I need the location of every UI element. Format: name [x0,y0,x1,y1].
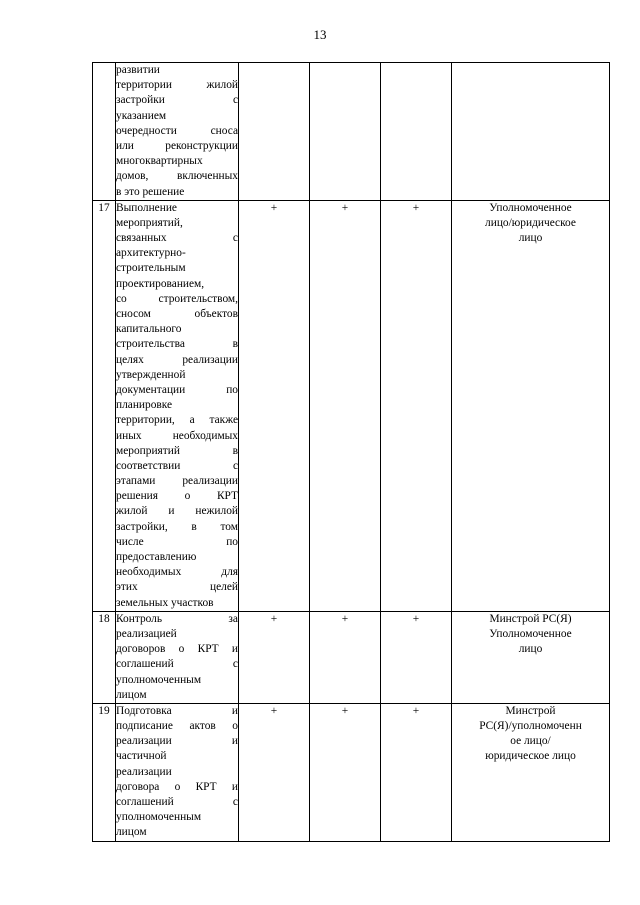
activity-description-cell [116,63,239,201]
activity-description-cell [116,200,239,611]
description-line: договоров о КРТ и [116,643,238,656]
description-line: капитального [116,323,182,336]
description-line: необходимых для [116,566,238,579]
activity-description-cell [116,703,239,841]
description-line: территории жилой [116,79,238,92]
stage-mark-cell-1: + [239,611,310,703]
responsible-line: юридическое лицо [485,750,576,763]
description-line: реализацией [116,627,177,640]
description-line: сносом объектов [116,308,238,320]
description-line: этапами реализации [116,475,238,488]
description-line: архитектурно- [116,247,186,260]
description-line: подписание актов о [116,720,238,733]
row-number-cell: 18 [93,611,116,703]
description-line: многоквартирных [116,155,203,168]
table-row [93,611,610,703]
description-line: развитии [116,64,160,76]
description-line: этих целей [116,581,238,594]
description-line: уполномоченным [116,811,202,824]
description-line: связанных с [116,232,238,245]
description-line: лицом [116,826,147,839]
description-line: застройки, в том [116,520,238,533]
description-line: строительства в [116,338,238,351]
stage-mark-cell-3 [381,63,452,201]
description-line: в это решение [116,185,185,198]
description-line: Подготовка и [116,704,238,717]
description-line: указанием [116,109,167,122]
responsible-line: лицо/юридическое [485,216,576,229]
description-line: Контроль за [116,612,238,625]
stage-mark-cell-1: + [239,200,310,611]
table-row [93,200,610,611]
row-number-cell: 17 [93,200,116,611]
stage-mark-cell-2: + [310,703,381,841]
description-line: реализации [116,765,172,778]
stage-mark-cell-3: + [381,200,452,611]
page-number: 13 [313,27,327,42]
stage-mark-cell-3: + [381,703,452,841]
responsible-line: Уполномоченное [489,201,572,214]
description-line: соглашений с [116,658,238,671]
description-line: уполномоченным [116,673,202,686]
description-line: лицом [116,688,147,701]
responsible-party-cell [452,200,610,611]
description-line: территории, а также [116,414,238,427]
stage-mark-cell-1 [239,63,310,201]
responsible-line: Минстрой РС(Я) [489,612,572,625]
description-line: утвержденной [116,368,186,381]
description-line: мероприятий в [116,444,238,457]
responsible-party-cell [452,611,610,703]
description-line: или реконструкции [116,139,238,152]
responsible-line: ое лицо/ [510,735,551,748]
description-line: проектированием, [116,277,205,290]
responsible-party-cell [452,703,610,841]
description-line: решения о КРТ [116,490,238,503]
description-line: жилой и нежилой [116,505,238,518]
description-line: числе по [116,535,238,548]
description-line: реализации и [116,735,238,748]
description-line: мероприятий, [116,216,183,229]
table-row [93,63,610,201]
description-line: застройки с [116,94,238,107]
responsible-line: Уполномоченное [489,627,572,640]
row-number-cell: 19 [93,703,116,841]
description-line: соответствии с [116,459,238,472]
description-line: со строительством, [116,292,238,305]
activity-description-cell [116,611,239,703]
description-line: домов, включенных [116,170,238,183]
description-line: планировке [116,399,173,412]
description-line: соглашений с [116,796,238,808]
description-line: документации по [116,383,238,396]
description-line: земельных участков [116,596,214,609]
description-line: частичной [116,750,167,763]
description-line: предоставлению [116,551,197,563]
description-line: строительным [116,262,186,275]
description-line: Выполнение [116,201,177,214]
responsible-line: Минстрой [505,704,556,717]
stage-mark-cell-2 [310,63,381,201]
stage-mark-cell-1: + [239,703,310,841]
row-number-cell [93,63,116,201]
activity-table-body [93,63,610,842]
responsible-line: лицо [518,232,543,245]
responsible-party-cell [452,63,610,201]
activity-table [92,62,610,842]
description-line: договора о КРТ и [116,780,238,793]
description-line: целях реализации [116,353,238,366]
description-line: иных необходимых [116,429,238,442]
table-row [93,703,610,841]
responsible-line: РС(Я)/уполномоченн [479,720,582,733]
stage-mark-cell-2: + [310,200,381,611]
stage-mark-cell-3: + [381,611,452,703]
stage-mark-cell-2: + [310,611,381,703]
description-line: очередности сноса [116,124,238,137]
responsible-line: лицо [518,643,543,656]
